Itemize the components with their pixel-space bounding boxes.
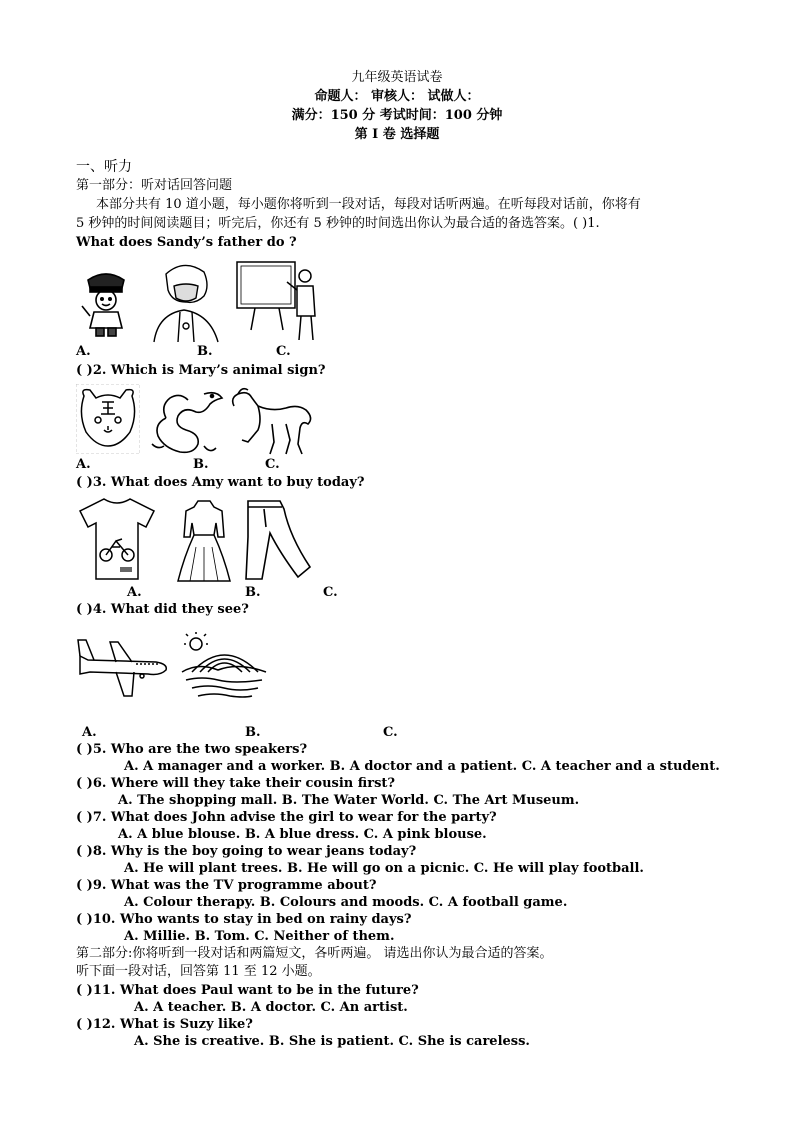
q1-option-b-label: B. [197,344,213,359]
question-1: What does Sandy’s father do ? [76,235,297,250]
question-5-options: A. A manager and a worker. B. A doctor and a patient. C. A teacher and a student. [124,759,720,774]
question-7: ( )7. What does John advise the girl to wear for the party? [76,810,497,825]
exam-roles: 命题人： 审核人： 试做人： [314,89,480,104]
rainbow-picture [178,632,272,710]
part2-title: 第二部分:你将听到一段对话和两篇短文，各听两遍。 请选出你认为最合适的答案。 [76,946,553,961]
question-8: ( )8. Why is the boy going to wear jeans today? [76,844,417,859]
question-6: ( )6. Where will they take their cousin first? [76,776,396,791]
question-2: ( )2. Which is Mary’s animal sign? [76,363,326,378]
q2-option-c-label: C. [265,457,280,472]
question-10: ( )10. Who wants to stay in bed on rainy days? [76,912,412,927]
q3-option-c-label: C. [323,585,338,600]
question-5: ( )5. Who are the two speakers? [76,742,308,757]
part1-title: 第一部分：听对话回答问题 [76,178,233,193]
instructions-line-2: 5 秒钟的时间阅读题目；听完后，你还有 5 秒钟的时间选出你认为最合适的备选答案。( )1. [76,216,600,231]
part2-subtitle: 听下面一段对话，回答第 11 至 12 小题。 [76,964,321,979]
exam-score-time: 满分：150 分 考试时间：100 分钟 [291,108,503,123]
q1-option-a-label: A. [76,344,91,359]
question-12-options: A. She is creative. B. She is patient. C. She is careless. [134,1034,530,1049]
horse-picture [228,384,316,458]
question-6-options: A. The shopping mall. B. The Water World. C. The Art Museum. [118,793,580,808]
q1-option-c-label: C. [276,344,291,359]
teacher-picture [235,260,323,344]
question-10-options: A. Millie. B. Tom. C. Neither of them. [124,929,395,944]
volume-title: 第 I 卷 选择题 [354,127,440,142]
instructions-line-1: 本部分共有 10 道小题，每小题你将听到一段对话，每段对话听两遍。在听每段对话前，你将有 [96,197,641,212]
q4-option-b-label: B. [245,725,261,740]
trousers-picture [240,497,316,583]
section-title: 一、听力 [76,159,132,175]
q4-option-c-label: C. [383,725,398,740]
q3-option-a-label: A. [127,585,142,600]
q4-option-a-label: A. [82,725,97,740]
question-3: ( )3. What does Amy want to buy today? [76,475,365,490]
exam-title: 九年级英语试卷 [351,70,443,85]
dragon-picture [144,384,226,458]
question-11: ( )11. What does Paul want to be in the future? [76,983,419,998]
question-9: ( )9. What was the TV programme about? [76,878,377,893]
q3-option-b-label: B. [245,585,261,600]
q2-option-a-label: A. [76,457,91,472]
question-8-options: A. He will plant trees. B. He will go on a picnic. C. He will play football. [124,861,644,876]
airplane-picture [76,632,170,710]
question-11-options: A. A teacher. B. A doctor. C. An artist. [134,1000,408,1015]
dress-picture [174,497,234,583]
question-7-options: A. A blue blouse. B. A blue dress. C. A pink blouse. [118,827,487,842]
question-12: ( )12. What is Suzy like? [76,1017,253,1032]
tiger-picture [76,384,140,454]
question-4: ( )4. What did they see? [76,602,249,617]
doctor-picture [144,256,226,344]
question-9-options: A. Colour therapy. B. Colours and moods. C. A football game. [124,895,568,910]
t-shirt-picture [76,495,158,583]
police-officer-picture [76,266,136,338]
q2-option-b-label: B. [193,457,209,472]
